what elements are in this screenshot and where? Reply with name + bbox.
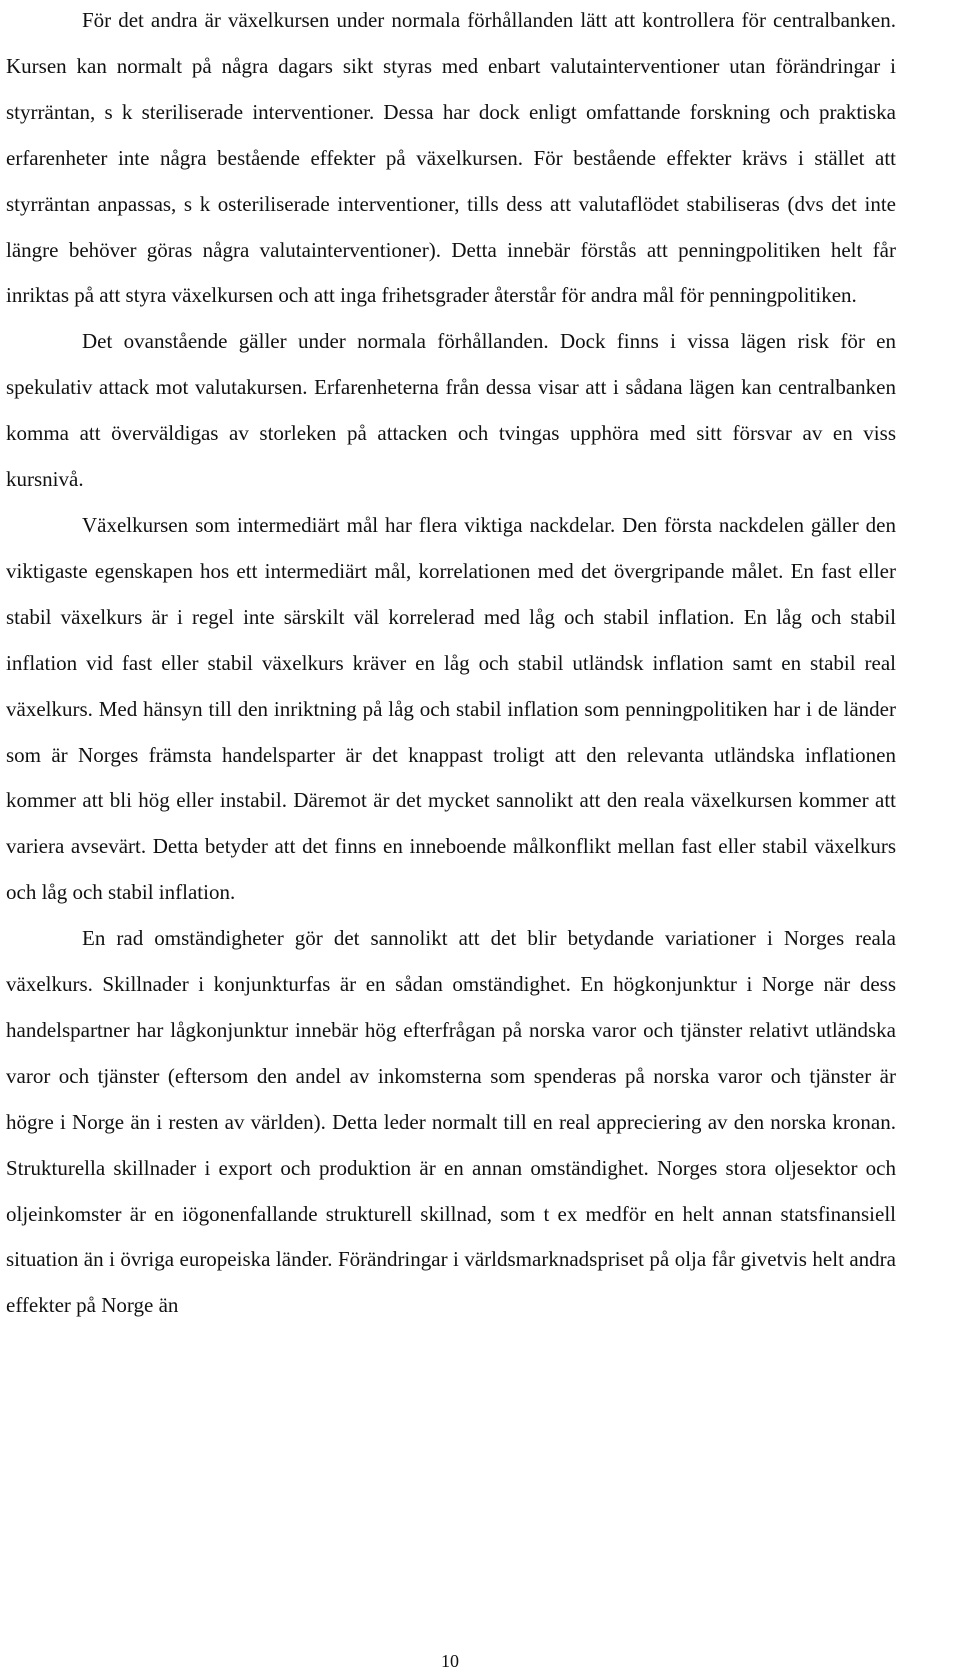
paragraph-real-exchange-rate-variation: En rad omständigheter gör det sannolikt att det blir betydande variationer i Norges reala växelkurs. Skillnader i konjunkturfas är en sådan omständighet. En högkonjunktur i Norge när dess handelspartner har lågkonjunktur innebär hög efterfrågan på norska varor och tjänster relativt utländska varor och tjänster (eftersom den andel av inkomsterna som spenderas på norska varor och tjänster är högre i Norge än i resten av världen). Detta leder normalt till en real appreciering av den norska kronan. Strukturella skillnader i export och produktion är en annan omständighet. Norges stora oljesektor och oljeinkomster är en iögonenfallande strukturell skillnad, som t ex medför en helt annan statsfinansiell situation än i övriga europeiska länder. Förändringar i världsmarknadspriset på olja får givetvis helt andra effekter på Norge än: [6, 926, 896, 1318]
paragraph-speculative-attack: Det ovanstående gäller under normala förhållanden. Dock finns i vissa lägen risk för en spekulativ attack mot valutakursen. Erfarenheterna från dessa visar att i sådana lägen kan centralbanken komma att överväldigas av storleken på attacken och tvingas upphöra med sitt försvar av en viss kursnivå.: [6, 329, 896, 492]
paragraph-exchange-rate-control: För det andra är växelkursen under normala förhållanden lätt att kontrollera för centralbanken. Kursen kan normalt på några dagars sikt styras med enbart valutainterventioner utan förändringar i styrräntan, s k steriliserade interventioner. Dessa har dock enligt omfattande forskning och praktiska erfarenheter inte några bestående effekter på växelkursen. För bestående effekter krävs i stället att styrräntan anpassas, s k osteriliserade interventioner, tills dess att valutaflödet stabiliseras (dvs det inte längre behöver göras några valutainterventioner). Detta innebär förstås att penningpolitiken helt får inriktas på att styra växelkursen och att inga frihetsgrader återstår för andra mål för penningpolitiken.: [6, 8, 896, 308]
body-text: [6, 0, 896, 1329]
page-number: 10: [441, 1651, 459, 1671]
paragraph-intermediate-target-drawbacks: Växelkursen som intermediärt mål har flera viktiga nackdelar. Den första nackdelen gäller den viktigaste egenskapen hos ett intermediärt mål, korrelationen med det övergripande målet. En fast eller stabil växelkurs är i regel inte särskilt väl korrelerad med låg och stabil inflation. En låg och stabil inflation vid fast eller stabil växelkurs kräver en låg och stabil utländsk inflation samt en stabil real växelkurs. Med hänsyn till den inriktning på låg och stabil inflation som penningpolitiken har i de länder som är Norges främsta handelsparter är det knappast troligt att den relevanta utländska inflationen kommer att bli hög eller instabil. Däremot är det mycket sannolikt att den reala växelkursen kommer att variera avsevärt. Detta betyder att det finns en inneboende målkonflikt mellan fast eller stabil växelkurs och låg och stabil inflation.: [6, 512, 896, 905]
